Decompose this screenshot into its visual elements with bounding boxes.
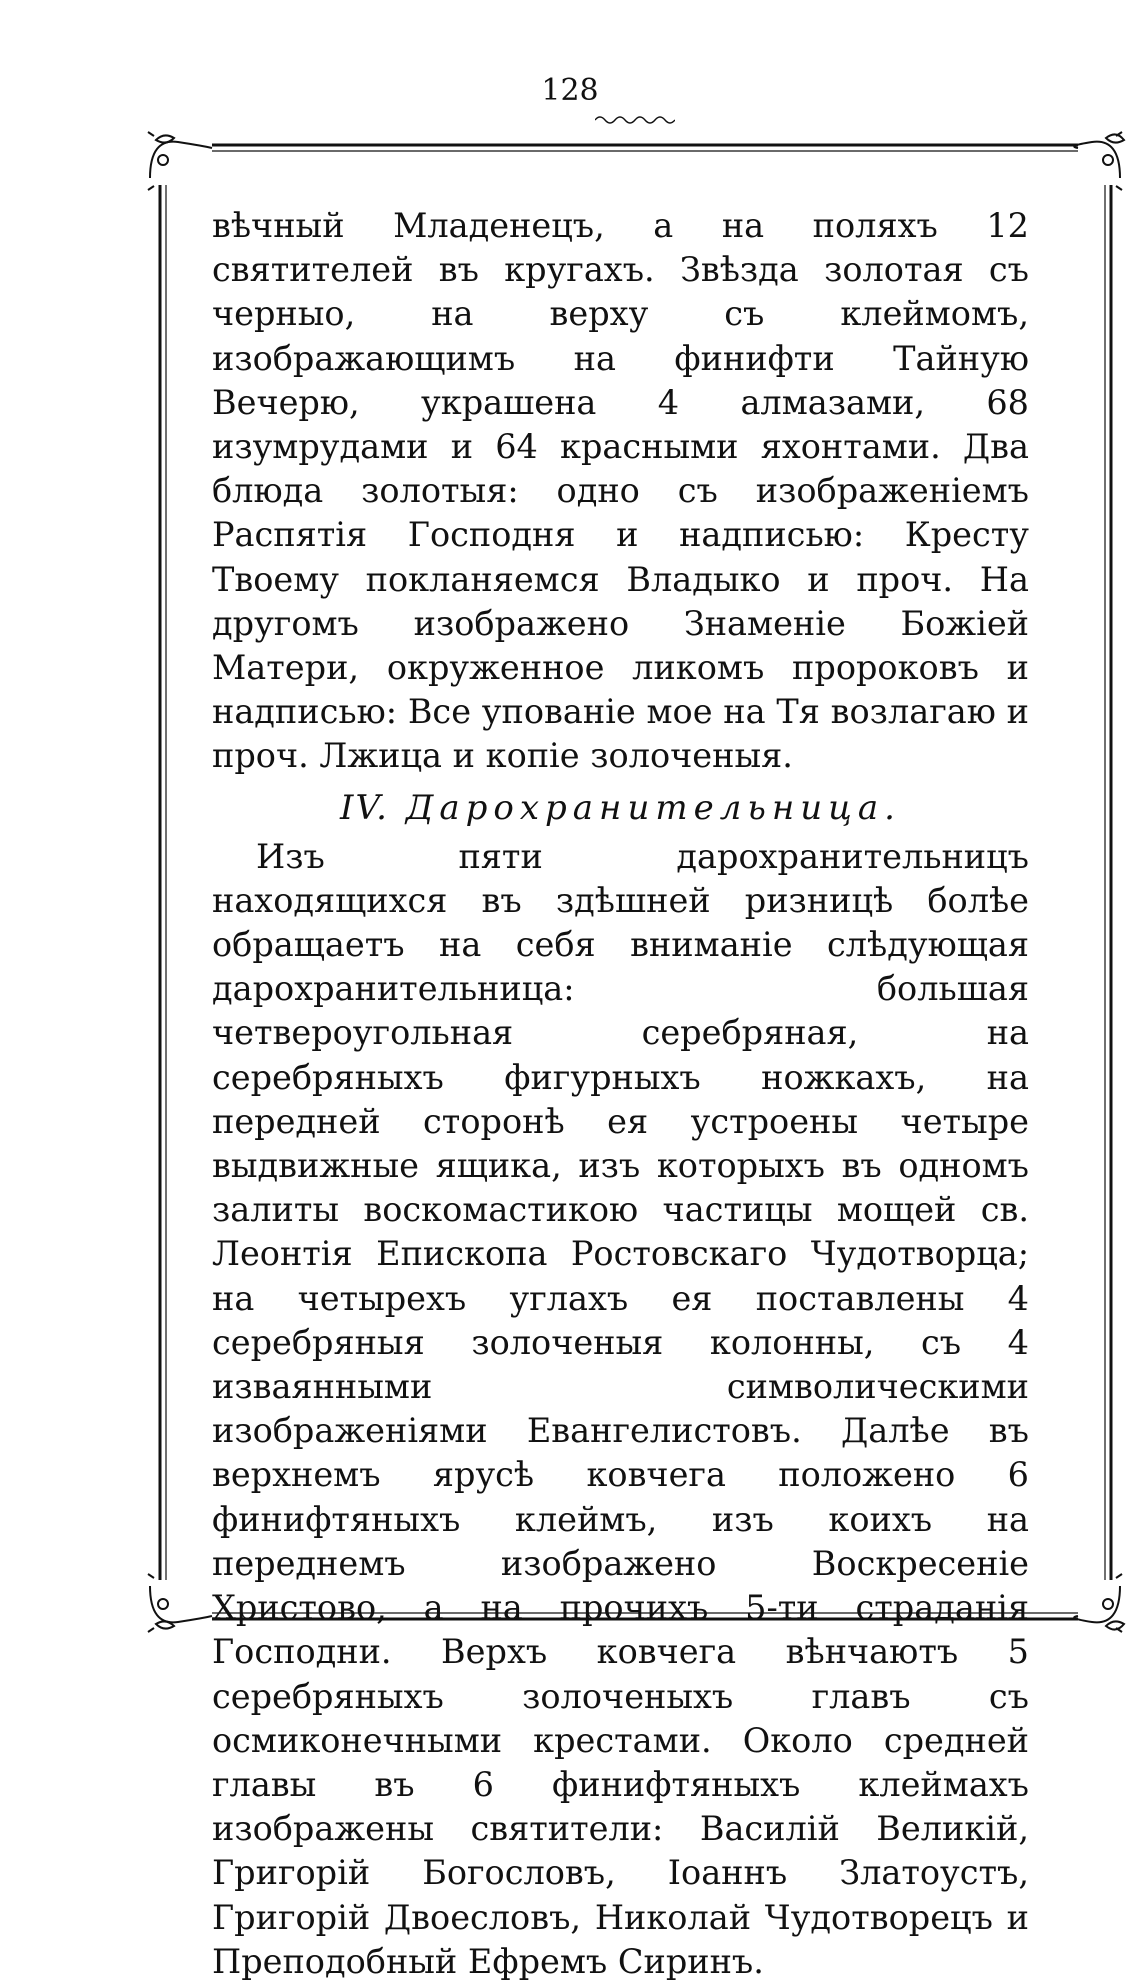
bottom-right-corner-ornament [1074, 1574, 1124, 1632]
top-right-corner-ornament [1074, 132, 1124, 190]
section-title: Дарохранительница. [405, 787, 901, 828]
top-left-corner-ornament [148, 132, 212, 190]
section-heading [212, 785, 1029, 831]
page-body [212, 204, 1029, 1984]
page-number: 128 [541, 73, 599, 108]
paragraph-continued: вѣчный Младенецъ, а на поляхъ 12 святителей въ кругахъ. Звѣзда золотая съ черныо, на верху съ клеймомъ, изображающимъ на финифти Тайную Вечерю, украшена 4 алмазами, 68 изумрудами и 64 красными яхонтами. Два блюда золотыя: одно съ изображеніемъ Распятія Господня и надписью: Кресту Твоему покланяемся Владыко и проч. На другомъ изображено Знаменіе Божіей Матери, окруженное ликомъ пророковъ и надписью: Все упованіе мое на Тя возлагаю и проч. Лжица и копіе золоченыя. [212, 206, 1029, 776]
bottom-left-corner-ornament [148, 1574, 212, 1632]
paragraph-darokhranitelnitsa: Изъ пяти дарохранительницъ находящихся въ здѣшней ризницѣ болѣе обращаетъ на себя вниманіе слѣдующая дарохранительница: большая четвероугольная серебряная, на серебряныхъ фигурныхъ ножкахъ, на передней сторонѣ ея устроены четыре выдвижные ящика, изъ которыхъ въ одномъ залиты воскомастикою частицы мощей св. Леонтія Епископа Ростовскаго Чудотворца; на четырехъ углахъ ея поставлены 4 серебряныя золоченыя колонны, съ 4 изваянными символическими изображеніями Евангелистовъ. Далѣе въ верхнемъ ярусѣ ковчега положено 6 финифтяныхъ клеймъ, изъ коихъ на переднемъ изображено Воскресеніе Христово, а на прочихъ 5-ти страданія Господни. Верхъ ковчега вѣнчаютъ 5 серебряныхъ золоченыхъ главъ съ осмиконечными крестами. Около средней главы въ 6 финифтяныхъ клеймахъ изображены святители: Василій Великій, Григорій Богословъ, Іоаннъ Златоустъ, Григорій Двоесловъ, Николай Чудотворецъ и Преподобный Ефремъ Сиринъ. [212, 836, 1029, 1981]
section-numeral: IV. [340, 787, 389, 828]
